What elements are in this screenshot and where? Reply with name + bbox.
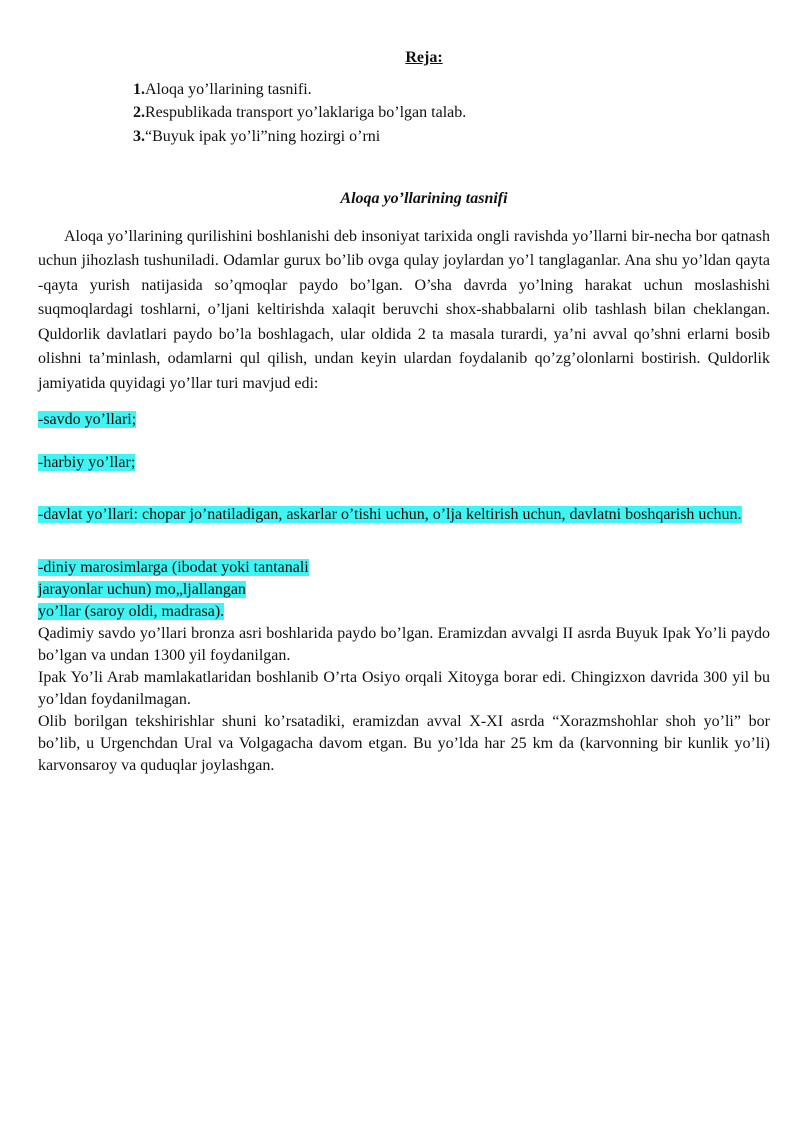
plan-item-number: 2.: [133, 104, 145, 121]
highlighted-text: jarayonlar uchun) mo„ljallangan: [38, 580, 246, 598]
plan-title: Reja:: [405, 49, 443, 66]
plan-item: [133, 125, 770, 149]
road-type-state: [38, 503, 770, 527]
road-type-religious: [38, 557, 770, 623]
highlighted-text: -diniy marosimlarga (ibodat yoki tantanali: [38, 558, 309, 576]
plan-item-text: “Buyuk ipak yo’li”ning hozirgi o’rni: [145, 127, 381, 145]
plan-item-text: Aloqa yo’llarining tasnifi.: [145, 80, 312, 98]
plan-item-number: 3.: [133, 127, 145, 145]
highlighted-text: -davlat yo’llari: chopar jo’natiladigan, askarlar o’tishi uchun, o’lja keltirish uchun, davlatni boshqarish uchun.: [38, 506, 742, 523]
document-page: [38, 46, 770, 777]
body-paragraph: Ipak Yo’li Arab mamlakatlaridan boshlanib O’rta Osiyo orqali Xitoyga borar edi. Chingizxon davrida 300 yil bu yo’ldan foydanilmagan.: [38, 668, 770, 708]
plan-item-number: 1.: [133, 80, 145, 98]
highlighted-text: yo’llar (saroy oldi, madrasa).: [38, 602, 225, 620]
plan-list: [133, 78, 770, 149]
road-type-military: [38, 451, 770, 475]
highlighted-text: -harbiy yo’llar;: [38, 453, 136, 471]
highlighted-text: -savdo yo’llari;: [38, 411, 137, 428]
road-type-trade: [38, 408, 770, 432]
plan-item: [133, 101, 770, 125]
intro-paragraph: Aloqa yo’llarining qurilishini boshlanishi deb insoniyat tarixida ongli ravishda yo’llarni bir-necha bor qatnash uchun jihozlash tushuniladi. Odamlar gurux bo’lib ovga qulay joylardan yo’l tanglaganlar. Ana shu yo’ldan qayta -qayta yurish natijasida so’qmoqlar paydo bo’lgan. O’sha davrda yo’lning harakat uchun moslashishi suqmoqlardagi toshlarni, o’ljani keltirishda xalaqit beruvchi shox-shabbalarni olib tashlash bilan cheklangan. Quldorlik davlatlari paydo bo’la boshlagach, ular oldida 2 ta masala turardi, ya’ni avval qo’shni erlarni bosib olishni ta’minlash, odamlarni qul qilish, undan keyin ulardan foydalanib qo’zg’olonlarni bostirish. Quldorlik jamiyatida quyidagi yo’llar turi mavjud edi:: [38, 227, 770, 392]
body-paragraph: Qadimiy savdo yo’llari bronza asri boshlarida paydo bo’lgan. Eramizdan avvalgi II asrda Buyuk Ipak Yo’li paydo bo’lgan va undan 1300 yil foydanilgan.: [38, 624, 770, 664]
body-paragraph: Olib borilgan tekshirishlar shuni ko’rsatadiki, eramizdan avval X-XI asrda “Xorazmshohlar shoh yo’li” bor bo’lib, u Urgenchdan Ural va Volgagacha davom etgan. Bu yo’lda har 25 km da (karvonning bir kunlik yo’li) karvonsaroy va quduqlar joylashgan.: [38, 712, 770, 774]
plan-item: [133, 78, 770, 102]
section-title: Aloqa yo’llarining tasnifi: [340, 190, 508, 207]
plan-item-text: Respublikada transport yo’laklariga bo’lgan talab.: [145, 104, 467, 121]
